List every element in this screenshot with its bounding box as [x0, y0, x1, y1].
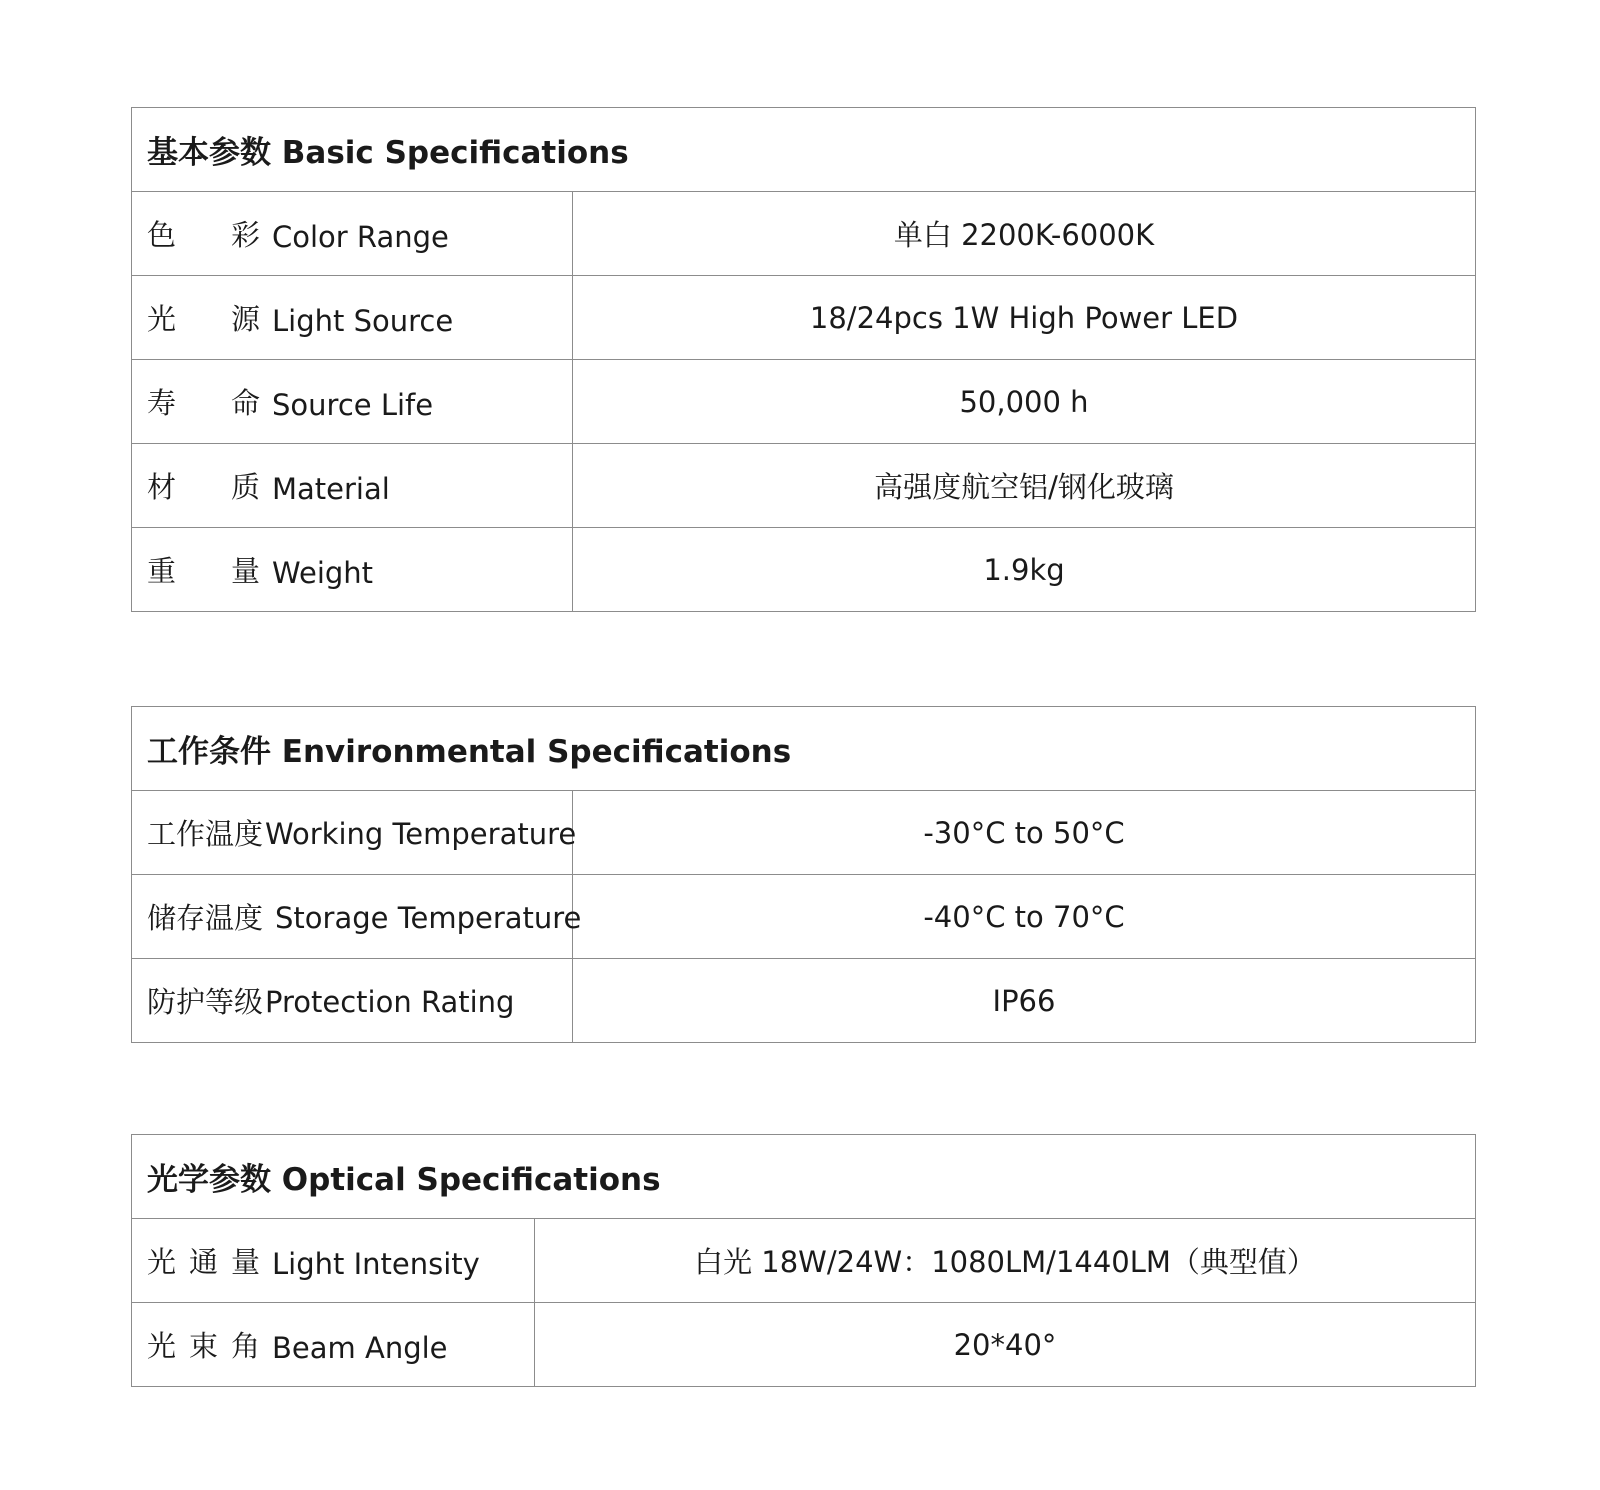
spec-value: 单白 2200K-6000K — [573, 192, 1476, 276]
spec-value: 50,000 h — [573, 360, 1476, 444]
spec-value: -40°C to 70°C — [573, 875, 1476, 959]
section-title: 基本参数 Basic Specifications — [132, 108, 1476, 192]
table-row — [132, 959, 1476, 1043]
spec-label-en: Color Range — [272, 220, 449, 254]
spec-label-cn: 光 束 角 — [147, 1329, 260, 1363]
table-row — [132, 791, 1476, 875]
table-row — [132, 192, 1476, 276]
basic-specifications-table — [131, 107, 1476, 612]
spec-label — [132, 1219, 535, 1303]
spec-label-cn: 光 通 量 — [147, 1245, 260, 1279]
spec-label-en: Beam Angle — [272, 1331, 448, 1365]
spec-label — [132, 360, 573, 444]
spec-value: 1.9kg — [573, 528, 1476, 612]
spec-label — [132, 192, 573, 276]
spec-value: 高强度航空铝/钢化玻璃 — [573, 444, 1476, 528]
spec-label — [132, 959, 573, 1043]
spec-label-en: Weight — [272, 556, 374, 590]
section-title: 光学参数 Optical Specifications — [132, 1135, 1476, 1219]
spec-label-cn: 材 质 — [147, 470, 260, 504]
section-title: 工作条件 Environmental Specifications — [132, 707, 1476, 791]
spec-label-cn: 储存温度 — [147, 901, 264, 935]
spec-label-en: Working Temperature — [265, 817, 577, 851]
spec-label — [132, 444, 573, 528]
table-row — [132, 360, 1476, 444]
table-row — [132, 444, 1476, 528]
environmental-specifications-table — [131, 706, 1476, 1043]
table-row — [132, 1219, 1476, 1303]
spec-value: -30°C to 50°C — [573, 791, 1476, 875]
spec-label-en: Source Life — [272, 388, 434, 422]
spec-label-cn: 光 源 — [147, 302, 260, 336]
spec-value: 20*40° — [535, 1303, 1476, 1387]
spec-label-cn: 防护等级 — [147, 985, 264, 1019]
spec-label-en: Protection Rating — [265, 985, 515, 1019]
table-row — [132, 875, 1476, 959]
spec-label-en: Material — [272, 472, 390, 506]
table-title-row — [132, 108, 1476, 192]
spec-label-cn: 色 彩 — [147, 218, 260, 252]
table-row — [132, 276, 1476, 360]
table-row — [132, 1303, 1476, 1387]
optical-specifications-table — [131, 1134, 1476, 1387]
spec-label-cn: 工作温度 — [147, 817, 264, 851]
spec-label — [132, 528, 573, 612]
spec-label-en: Light Intensity — [272, 1247, 480, 1281]
spec-value: 白光 18W/24W：1080LM/1440LM（典型值） — [535, 1219, 1476, 1303]
spec-label — [132, 875, 582, 959]
spec-label — [132, 791, 577, 875]
spec-label-cn: 寿 命 — [147, 386, 260, 420]
spec-value: 18/24pcs 1W High Power LED — [573, 276, 1476, 360]
spec-value: IP66 — [573, 959, 1476, 1043]
table-row — [132, 528, 1476, 612]
table-title-row — [132, 707, 1476, 791]
spec-label-cn: 重 量 — [147, 554, 260, 588]
spec-label-en: Storage Temperature — [275, 901, 582, 935]
table-title-row — [132, 1135, 1476, 1219]
spec-label-en: Light Source — [272, 304, 454, 338]
spec-label — [132, 1303, 535, 1387]
spec-label — [132, 276, 573, 360]
